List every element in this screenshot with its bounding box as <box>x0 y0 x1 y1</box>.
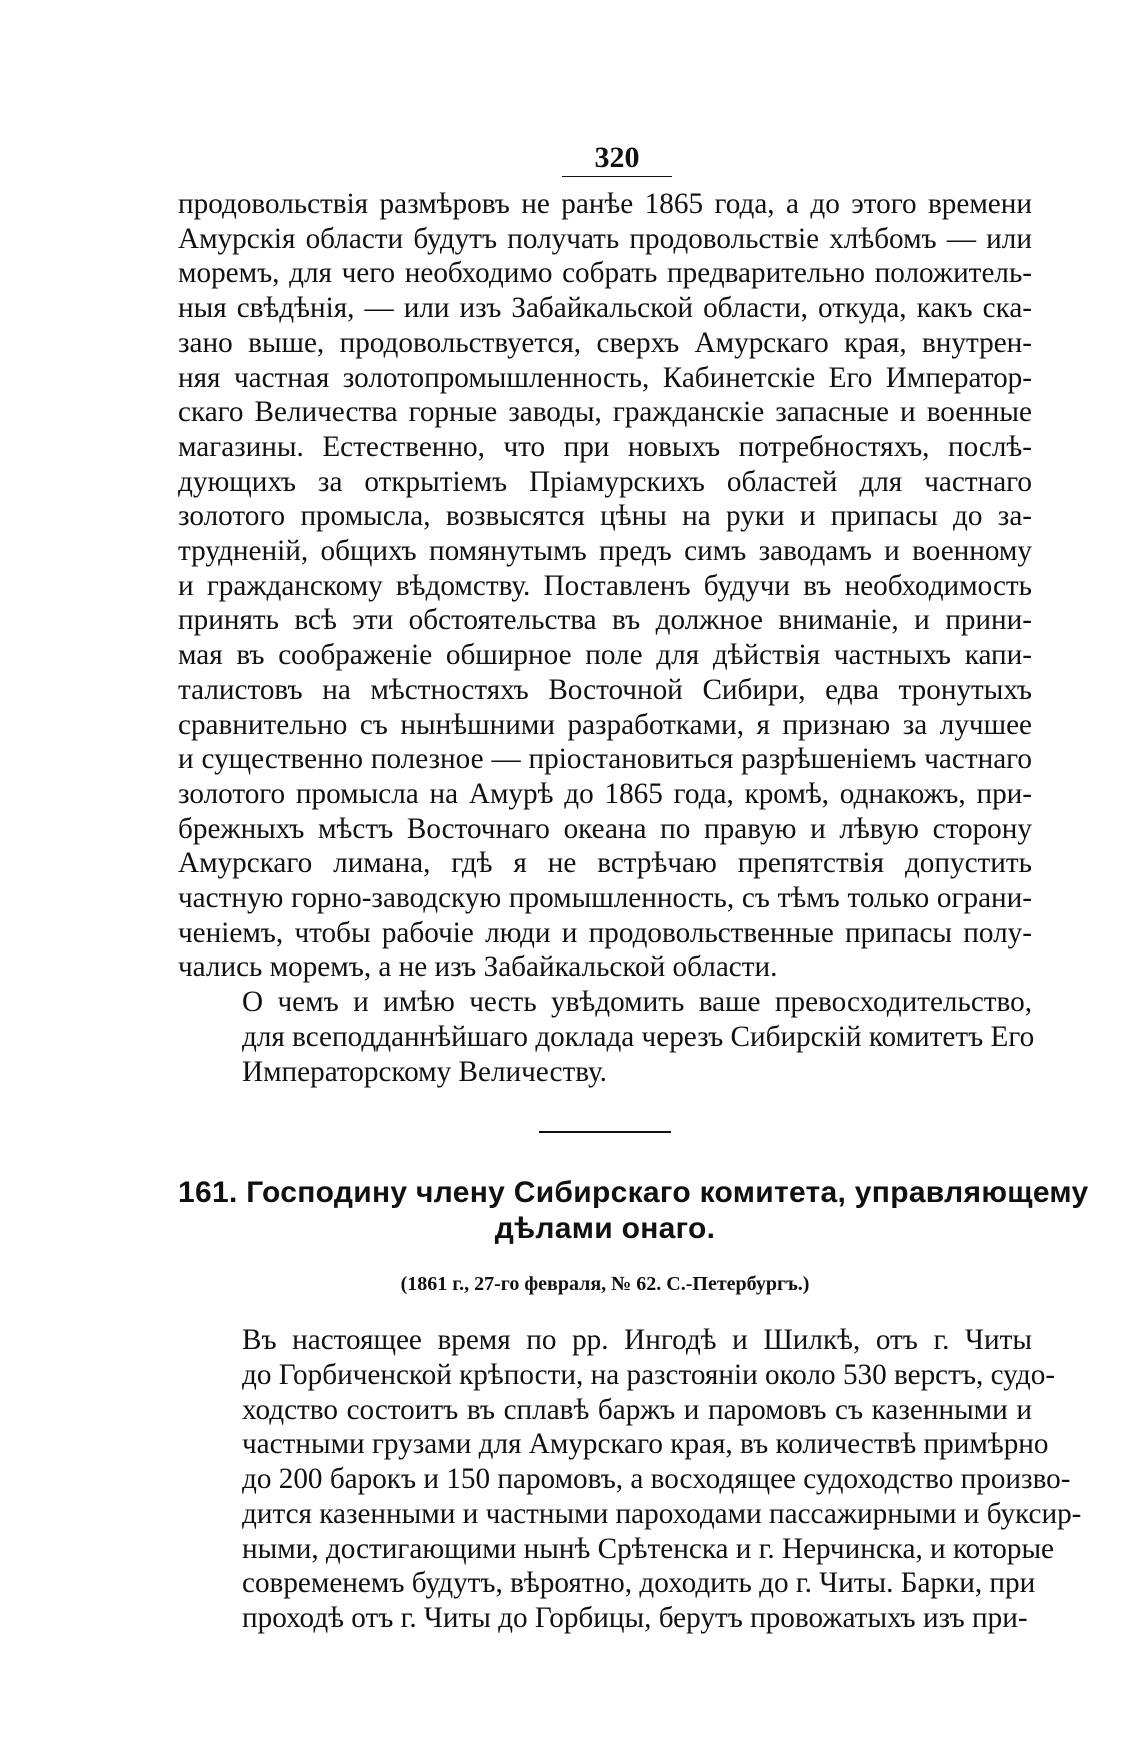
text-line: до 200 барокъ и 150 паромовъ, а восходящее судоходство произво- <box>242 1463 1071 1496</box>
document-page <box>178 140 1089 1636</box>
text-line: продовольствія размѣровъ не ранѣе 1865 года, а до этого времени <box>178 188 1032 220</box>
text-line: дится казенными и частными пароходами пассажирными и буксир- <box>242 1497 1082 1530</box>
letter-dateline: (1861 г., 27-го февраля, № 62. С.-Петербургъ.) <box>400 1273 810 1296</box>
text-line: и гражданскому вѣдомству. Поставленъ будучи въ необходимость <box>178 569 1032 602</box>
text-line: мая въ соображеніе обширное поле для дѣйствія частныхъ капи- <box>178 639 1032 672</box>
text-line: современемъ будутъ, вѣроятно, доходить до г. Читы. Барки, при <box>242 1567 1036 1600</box>
text-line: моремъ, для чего необходимо собрать предварительно положитель- <box>178 257 1032 290</box>
heading-line-1: 161. Господину члену Сибирскаго комитета, управляющему <box>178 1176 1089 1210</box>
text-line: магазины. Естественно, что при новыхъ потребностяхъ, послѣ- <box>178 430 1032 463</box>
text-line: принять всѣ эти обстоятельства въ должное вниманіе, и прини- <box>178 604 1032 637</box>
text-line: ными, достигающими нынѣ Срѣтенска и г. Нерчинска, и которые <box>242 1532 1055 1565</box>
text-line: Амурскія области будутъ получать продовольствіе хлѣбомъ — или <box>178 222 1032 255</box>
text-line: до Горбиченской крѣпости, на разстояніи около 530 верстъ, судо- <box>242 1358 1056 1391</box>
text-line: Въ настоящее время по рр. Ингодѣ и Шилкѣ, отъ г. Читы <box>242 1324 1032 1357</box>
text-line: дующихъ за открытіемъ Пріамурскихъ областей для частнаго <box>178 465 1032 498</box>
text-line: золотого промысла, возвысятся цѣны на руки и припасы до за- <box>178 500 1032 533</box>
text-line: трудненій, общихъ помянутымъ предъ симъ заводамъ и военному <box>178 535 1032 568</box>
text-line: няя частная золотопромышленность, Кабинетскіе Его Император- <box>178 361 1032 394</box>
body-paragraph-1 <box>178 187 1032 985</box>
text-line: брежныхъ мѣстъ Восточнаго океана по правую и лѣвую сторону <box>178 812 1032 845</box>
text-line: частными грузами для Амурскаго края, въ количествѣ примѣрно <box>242 1428 1049 1461</box>
text-line: Императорскому Величеству. <box>242 1055 607 1088</box>
text-line: чались моремъ, а не изъ Забайкальской области. <box>178 951 778 984</box>
text-line: для всеподданнѣйшаго доклада черезъ Сибирскій комитетъ Его <box>242 1020 1035 1053</box>
section-heading <box>178 1175 1089 1247</box>
text-line: сравнительно съ нынѣшними разработками, я признаю за лучшее <box>178 708 1032 741</box>
body-paragraph-3 <box>178 1323 1082 1635</box>
text-line: ныя свѣдѣнія, — или изъ Забайкальской области, откуда, какъ ска- <box>178 292 1032 325</box>
section-divider <box>539 1131 671 1133</box>
text-line: талистовъ на мѣстностяхъ Восточной Сибири, едва тронутыхъ <box>178 673 1032 706</box>
text-line: зано выше, продовольствуется, сверхъ Амурскаго края, внутрен- <box>178 326 1032 359</box>
text-line: Амурскаго лимана, гдѣ я не встрѣчаю препятствія допустить <box>178 847 1032 880</box>
heading-line-2: дѣлами онаго. <box>494 1212 716 1246</box>
text-line: золотого промысла на Амурѣ до 1865 года, кромѣ, однакожъ, при- <box>178 777 1032 810</box>
text-line: скаго Величества горные заводы, гражданскіе запасные и военные <box>178 396 1032 429</box>
text-line: частную горно-заводскую промышленность, съ тѣмъ только ограни- <box>178 882 1032 915</box>
body-paragraph-2 <box>178 985 1035 1089</box>
text-line: проходѣ отъ г. Читы до Горбицы, берутъ провожатыхъ изъ при- <box>242 1601 1028 1634</box>
text-line: О чемъ и имѣю честь увѣдомить ваше превосходительство, <box>242 986 1032 1019</box>
text-line: и существенно полезное — пріостановиться разрѣшеніемъ частнаго <box>178 743 1032 776</box>
text-line: ченіемъ, чтобы рабочіе люди и продовольственные припасы полу- <box>178 916 1032 949</box>
page-number: 320 <box>562 140 672 177</box>
text-line: ходство состоитъ въ сплавѣ баржъ и паромовъ съ казенными и <box>242 1393 1032 1426</box>
